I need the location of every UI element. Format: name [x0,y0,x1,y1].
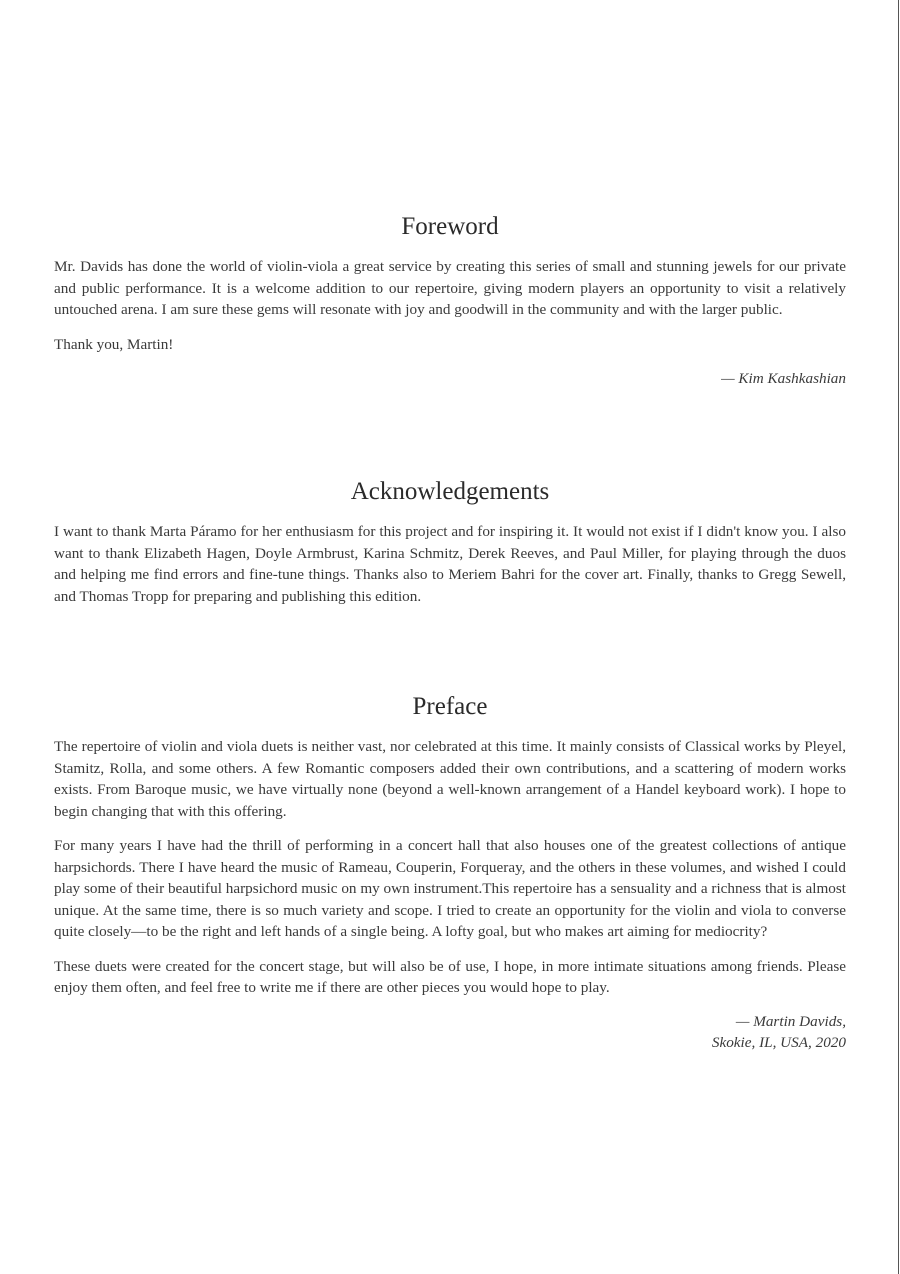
acknowledgements-paragraph: I want to thank Marta Páramo for her enthusiasm for this project and for inspiring it. It would not exist if I didn't know you. I also want to thank Elizabeth Hagen, Doyle Armbrust, Karina Schmitz, Derek Reeves, and Paul Miller, for playing through the duos and helping me find errors and fine-tune things. Thanks also to Meriem Bahri for the cover art. Finally, thanks to Gregg Sewell, and Thomas Tropp for preparing and publishing this edition. [54,523,846,605]
foreword-thanks: Thank you, Martin! [54,335,174,353]
preface-paragraph-2: For many years I have had the thrill of performing in a concert hall that also houses one of the greatest collections of antique harpsichords. There I have heard the music of Rameau, Couperin, Forqueray, and the others in these volumes, and wished I could play some of their beautiful harpsichord music on my own instrument.This repertoire has a sensuality and a richness that is almost unique. At the same time, there is so much variety and scope. I tried to create an opportunity for the violin and viola to converse quite closely—to be the right and left hands of a single being. A lofty goal, but who makes art aiming for mediocrity? [54,837,846,940]
preface-signature-name: — Martin Davids, [735,1012,846,1030]
acknowledgements-title: Acknowledgements [350,478,550,505]
preface-paragraph-1: The repertoire of violin and viola duets is neither vast, nor celebrated at this time. It mainly consists of Classical works by Pleyel, Stamitz, Rolla, and some others. A few Romantic composers added their own contributions, and a scattering of modern works exists. From Baroque music, we have virtually none (beyond a well-known arrangement of a Handel keyboard work). I hope to begin changing that with this offering. [54,738,846,820]
foreword-title: Foreword [401,213,499,240]
foreword-signature: — Kim Kashkashian [721,370,846,387]
foreword-paragraph: Mr. Davids has done the world of violin-viola a great service by creating this series of small and stunning jewels for our private and public performance. It is a welcome addition to our repertoire, giving modern players an opportunity to visit a relatively untouched arena. I am sure these gems will resonate with joy and goodwill in the community and with the larger public. [54,258,846,318]
acknowledgements-section [54,477,846,607]
foreword-section [54,212,846,390]
preface-signature-place: Skokie, IL, USA, 2020 [711,1034,846,1051]
preface-title: Preface [412,693,488,720]
preface-section [54,692,846,1054]
preface-paragraph-3: These duets were created for the concert stage, but will also be of use, I hope, in more intimate situations among friends. Please enjoy them often, and feel free to write me if there are other pieces you would hope to play. [54,957,846,996]
